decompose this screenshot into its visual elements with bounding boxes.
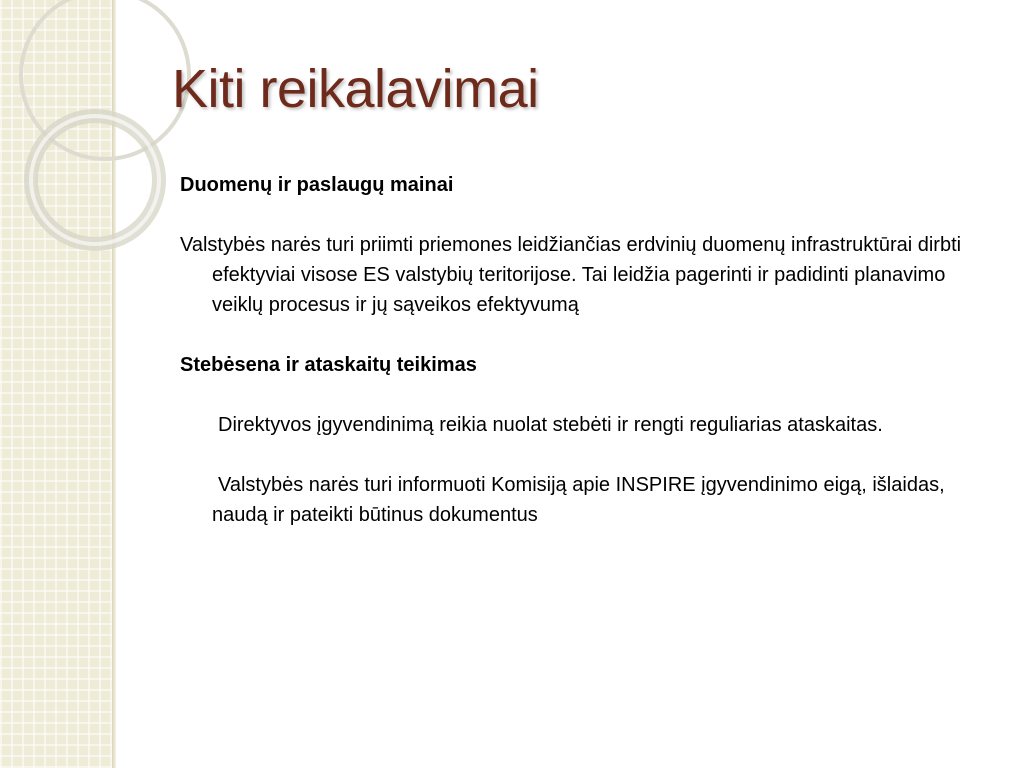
decorative-rings — [0, 0, 160, 260]
section-heading-monitoring: Stebėsena ir ataskaitų teikimas — [180, 354, 477, 376]
slide-title: Kiti reikalavimai — [172, 59, 539, 119]
paragraph-data-exchange: Valstybės narės turi priimti priemones leidžiančias erdvinių duomenų infrastruktūrai dirbti efektyviai visose ES valstybių teritorijose. Tai leidžia pagerinti ir padidinti planavimo veiklų procesus ir jų sąveikos efektyvumą — [180, 234, 962, 316]
spacer — [180, 200, 990, 230]
paragraph-monitoring-1: Direktyvos įgyvendinimą reikia nuolat stebėti ir rengti reguliarias ataskaitas. — [218, 414, 883, 436]
decorative-ring-small-inner — [31, 116, 159, 244]
section-heading-data-exchange: Duomenų ir paslaugų mainai — [180, 174, 454, 196]
spacer — [180, 440, 990, 470]
slide-content — [180, 170, 990, 530]
paragraph-monitoring-2: Valstybės narės turi informuoti Komisiją apie INSPIRE įgyvendinimo eigą, išlaidas, naudą ir pateikti būtinus dokumentus — [212, 474, 945, 526]
spacer — [180, 380, 990, 410]
spacer — [180, 320, 990, 350]
